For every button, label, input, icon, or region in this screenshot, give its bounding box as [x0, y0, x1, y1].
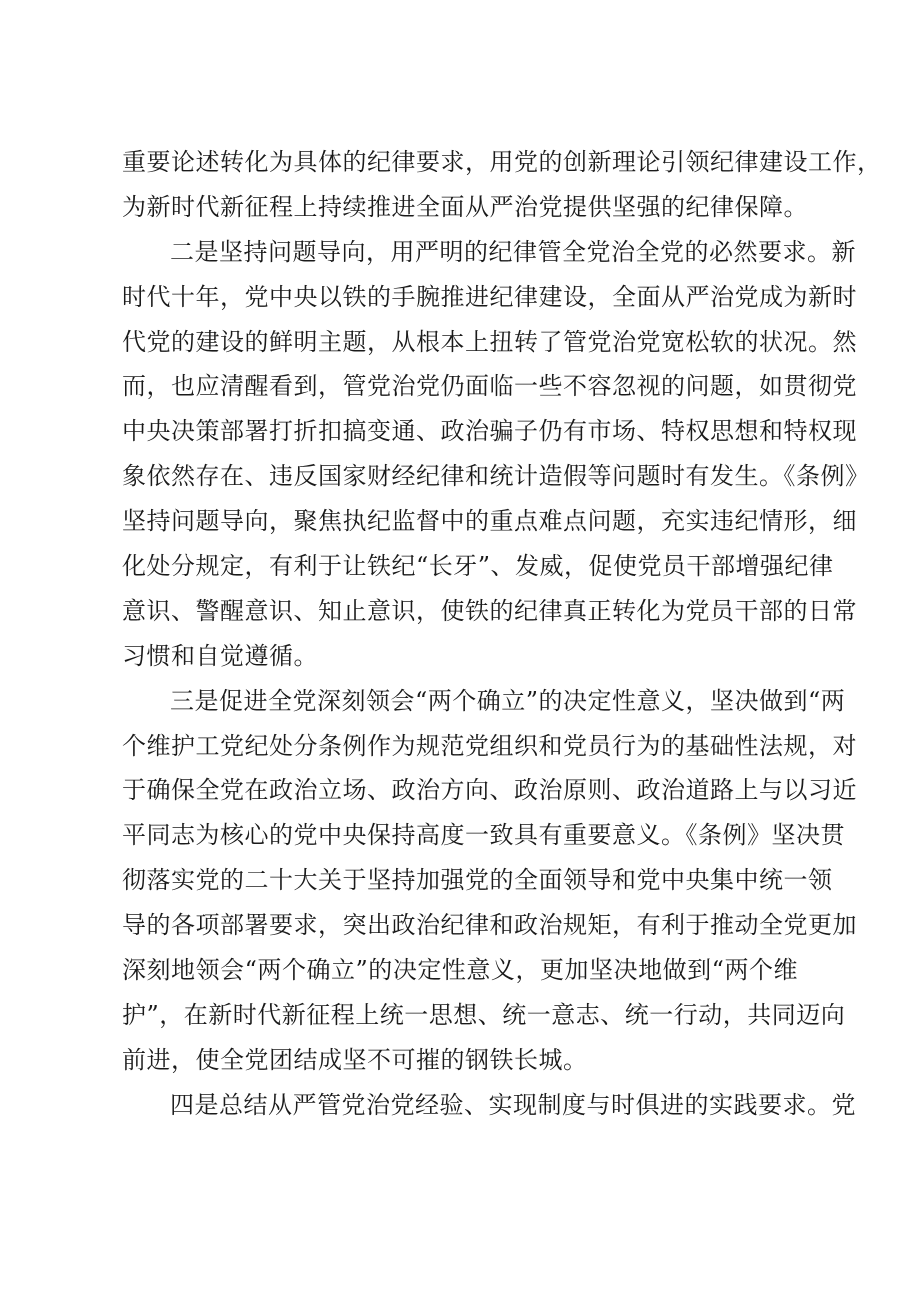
body-line: 导的各项部署要求，突出政治纪律和政治规矩，有利于推动全党更加 — [122, 911, 857, 940]
paragraph-first-line: 二是坚持问题导向，用严明的纪律管全党治全党的必然要求。新 — [170, 237, 856, 266]
body-line: 于确保全党在政治立场、政治方向、政治原则、政治道路上与以习近 — [122, 776, 857, 805]
paragraph-first-line: 三是促进全党深刻领会“两个确立”的决定性意义，坚决做到“两 — [170, 686, 846, 715]
body-line: 彻落实党的二十大关于坚持加强党的全面领导和党中央集中统一领 — [122, 866, 833, 895]
paragraph-first-line: 四是总结从严管党治党经验、实现制度与时俱进的实践要求。党 — [170, 1090, 856, 1119]
body-line: 时代十年，党中央以铁的手腕推进纪律建设，全面从严治党成为新时 — [122, 282, 857, 311]
body-line: 中央决策部署打折扣搞变通、政治骗子仍有市场、特权思想和特权现 — [122, 417, 857, 446]
body-line: 代党的建设的鲜明主题，从根本上扭转了管党治党宽松软的状况。然 — [122, 327, 857, 356]
body-line: 护”，在新时代新征程上统一思想、统一意志、统一行动，共同迈向 — [122, 1000, 846, 1029]
body-line: 而，也应清醒看到，管党治党仍面临一些不容忽视的问题，如贯彻党 — [122, 372, 857, 401]
body-line: 个维护工党纪处分条例作为规范党组织和党员行为的基础性法规，对 — [122, 731, 857, 760]
body-line: 意识、警醒意识、知止意识，使铁的纪律真正转化为党员干部的日常 — [122, 596, 857, 625]
body-line: 化处分规定，有利于让铁纪“长牙”、发威，促使党员干部增强纪律 — [122, 552, 834, 581]
body-line: 前进，使全党团结成坚不可摧的钢铁长城。 — [122, 1045, 588, 1074]
body-line: 重要论述转化为具体的纪律要求，用党的创新理论引领纪律建设工作， — [122, 148, 882, 176]
body-line: 深刻地领会“两个确立”的决定性意义，更加坚决地做到“两个维 — [122, 956, 798, 985]
body-line: 坚持问题导向，聚焦执纪监督中的重点难点问题，充实违纪情形，细 — [122, 507, 857, 536]
body-line: 为新时代新征程上持续推进全面从严治党提供坚强的纪律保障。 — [122, 192, 808, 221]
body-line: 平同志为核心的党中央保持高度一致具有重要意义。《条例》坚决贯 — [122, 821, 845, 850]
body-line: 象依然存在、违反国家财经纪律和统计造假等问题时有发生。《条例》 — [122, 462, 870, 491]
body-line: 习惯和自觉遵循。 — [122, 641, 318, 670]
document-body — [122, 140, 882, 1128]
